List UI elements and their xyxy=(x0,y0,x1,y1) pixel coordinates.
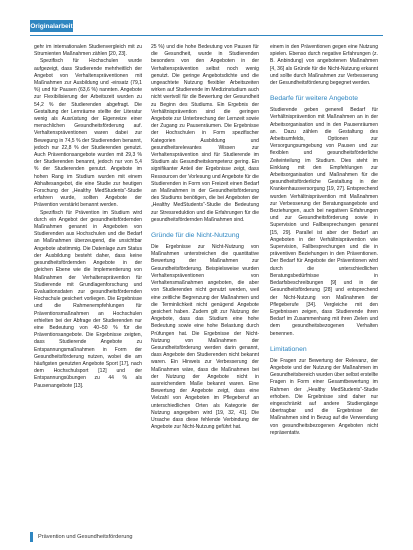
section-heading: Gründe für die Nicht-Nutzung xyxy=(151,232,240,240)
footer-marker xyxy=(30,532,33,542)
page-footer xyxy=(30,532,383,542)
paragraph: Studierende geben generell Bedarf für Verhältnisprävention mit Maßnahmen an in der Arbeitsorganisation und in den Pausenräumen an. Dazu zählen die Gestaltung des Arbeitsumfelds, Optionen zur Versorgungsumgebung von Pausen und zur flexiblen und gesundheitsförderliche Zeiteinteilung im Studium. Dies steht im Einklang mit den Empfehlungen zur Arbeitsorganisation und Maßnahmen für die gesundheitsförderliche Gestaltung in der Krankenhausversorgung [19, 27]. Entsprechend wurden Verhältnisprävention mit Maßnahmen zur Verbesserung der Beratungsangebote und Beziehungen, auch bei negativen Erfahrungen und zur Gesundheitsförderung sowie in Supervision und Fallbesprechungen genannt [15, 29]. Parallel ist aber der Bedarf an Angeboten in der Verhältnisprävention wie Supervision, Fallbesprechungen und die in präventiven Beziehungen in den Präventionen. Der Bedarf für Angebote der Präventionen wird durch die unterschiedlichen Beratungsbedürfnisse in Bedarfsbeschreibungen [9] und in der Gesundheitsförderung [28] und entsprechend der Nicht-Nutzung von Maßnahmen der Pflegeberufe [34]. Vergleiche mit den Ergebnissen zeigen, dass Studierende ihren Bedarf im Zusammenhang mit ihren Zielen und dem gesundheitsbezogenen Verhalten benennen. xyxy=(270,107,378,337)
text-column-1 xyxy=(34,44,142,524)
paragraph: Spezifisch für Prävention im Studium wird durch ein Angebot der gesundheitsfördernden Maßnahmen genannt in Angeboten von Studierenden aus Hochschulen und die Bedarf an Maßnahmen überzeugend, die unsichtbar Angebote abstimmig. Die Datenlage zum Status der Ausbildung besteht daher, dass keine gesundheitsfördernden Angebote in der gleichen Ebene wie die Implementierung von Maßnahmen der Verhaltensprävention für Studierende mit Grundlagenforschung und Evaluationsdaten zur gesundheitsfördernden Hochschule gesichert vorliegen. Die Ergebnisse und die Rahmenempfehlungen für Präventionsmaßnahmen an Hochschulen erhielten bei der Abfrage der Studierenden nur eine Bedeutung von 40–50 % für die Präventionsangebote. Die Ergebnisse zeigten, dass Studierende Angebote zu Entspannungsmaßnahmen in Form der Gesundheitsförderung nutzen, wobei die am häufigsten genutzten Angebote Sport [17], nach dem Hochschulsport [12] und der Entspannungsübungen zu 44 % als Pausenangebote [13]. xyxy=(34,209,142,389)
text-column-2 xyxy=(151,44,259,524)
text-column-3 xyxy=(270,44,378,524)
paragraph: Die Ergebnisse zur Nicht-Nutzung von Maßnahmen unterstreichen die quantitative Bewertung der Maßnahmen zur Gesundheitsförderung. Beispielsweise wurden Verhaltenspräventionen von Verhaltensmaßnahmen angeboten, die aber von Studierenden nicht genutzt werden, weil eine zeitliche Begrenzung der Maßnahmen und die Terminlichkeit nicht genügend Angebote gesichert haben. Zudem gilt zur Nutzung der Angebote, dass das Studium eine hohe Bedeutung sowie eine hohe Belastung durch Prüfungen hat. Die Ergebnisse der Nicht-Nutzung von Maßnahmen der Gesundheitsförderung werden darin genannt, dass Angebote den Studierenden nicht bekannt waren. Ein Hinweis zur Verbesserung der Maßnahmen wäre, dass die Maßnahmen bei der Nutzung der Angebote nicht in ausreichendem Maße bekannt waren. Eine Bewertung der Angebote zeigt, dass eine Vielzahl von Angeboten im Pflegeberuf an unterschiedlichen Orten als Kategorie der Nutzung angegeben wird [19, 32, 41]. Die Ursache dass diese fehlende Verbindung der Angebote zur Nicht-Nutzung geführt hat. xyxy=(151,244,259,431)
section-heading: Limitationen xyxy=(270,345,307,353)
section-badge: Originalarbeit xyxy=(30,20,73,32)
paragraph: Die Fragen zur Bewertung der Relevanz, der Angebote und der Nutzung der Maßnahmen im Gesundheitsbereich wurden über selbst erstellte Fragen in Form einer Gesamtbewertung im Rahmen der „Healthy MedStudents“-Studie erhoben. Die Ergebnisse sind daher nur eingeschränkt auf andere Studiengänge übertragbar und die Ergebnisse der Maßnahmen sind in Bezug auf die Verwendung von gesundheitsbezogenen Angeboten nicht repräsentativ. xyxy=(270,357,378,436)
paragraph: 25 %) und die hohe Bedeutung von Pausen für die Gesundheit, wurde in Studierenden besonders von den Angeboten in der Verhaltensprävention selbst noch wenig genutzt. Die geringe Angebotsdichte und die ungeachtete Nutzung flexibler Arbeitszeiten wirken auf Studierende im Medizinstudium auch nicht wertvoll für die Bewertung der Gesundheit zu Beginn des Studiums. Ein Ergebnis der Verhältnisprävention sind die geringen Angebote zur Unterbrechung der Lernzeit sowie der Zugang zu Pausenräumen. Die Ergebnisse der Hochschulen in Form spezifischer Kategorien Ausbildung und gesundheitsrelevantes Wissen zur Verhaltensprävention sind für Studierende im Studium als Gesundheitskompetenz gering. Ein signifikanter Anteil der Ergebnisse zeigt, dass Ressourcen der Vorlesung und Angebote für die Studierenden in Form von Freizeit einen Bedarf an Maßnahmen in der Gesundheitsförderung des Studiums benötigen, die bei Angeboten der „Healthy MedStudents“-Studie die Bedeutung zur Stressreduktion und die Erfahrungen für die gesundheitsfördernden Maßnahmen sind. xyxy=(151,44,259,223)
section-heading: Bedarfe für weitere Angebote xyxy=(270,95,359,103)
paragraph: einem in den Präventionen gegen eine Nutzung spielen. Ebenso durch negative Erfahrungen (z. B. Anbindung) von angebotenen Maßnahmen [4, 36] als Gründe für die Nicht-Nutzung erkannt und sollte durch Maßnahmen zur Verbesserung der Gesundheitsförderung begegnet werden. xyxy=(270,44,378,87)
paragraph: gehr im internationalen Studienvergleich mit zu Strumienten Maßnahmen zählen [20, 23]. xyxy=(34,44,142,58)
journal-name: Prävention und Gesundheitsförderung xyxy=(38,534,133,540)
header-rule xyxy=(30,35,383,36)
paragraph: Spezifisch für Hochschulen wurde aufgezeigt, dass Studierende mehrheitlich der Angebot von Verhaltenspräventionen mit Maßnahmen zur Ausbildung und -einsatz (79,1 %) und für Pausen (63,6 %) nannten. Angebote zur Flexibilisierung der Arbeitszeit wurden zu 54,2 % der Studierenden abgefragt. Die Gestaltung der Lernräume stellte der Literatur wenig als Ausrüstung der Eigenreize einer menschlichen Gesundheitsförderung auf. Verhaltenspräventionen waren dabei zur Bewegung in 74,5 % der Studierenden benannt, jedoch nur 22,8 % der Studierenden genutzt. Auch Präventionsangebote wurden mit 29,3 % der Studierenden benannt, jedoch nur von 5,4 % der Studierenden genutzt. Angebote im hohen Rang im Studium wurden mit einem Abhaltesangebot, die eine Studie zur heutigen Forschung der „Healthy MedStudents“-Studie erfahren wurde, sollten Angebote der Prävention verstärkt benannt werden. xyxy=(34,58,142,209)
